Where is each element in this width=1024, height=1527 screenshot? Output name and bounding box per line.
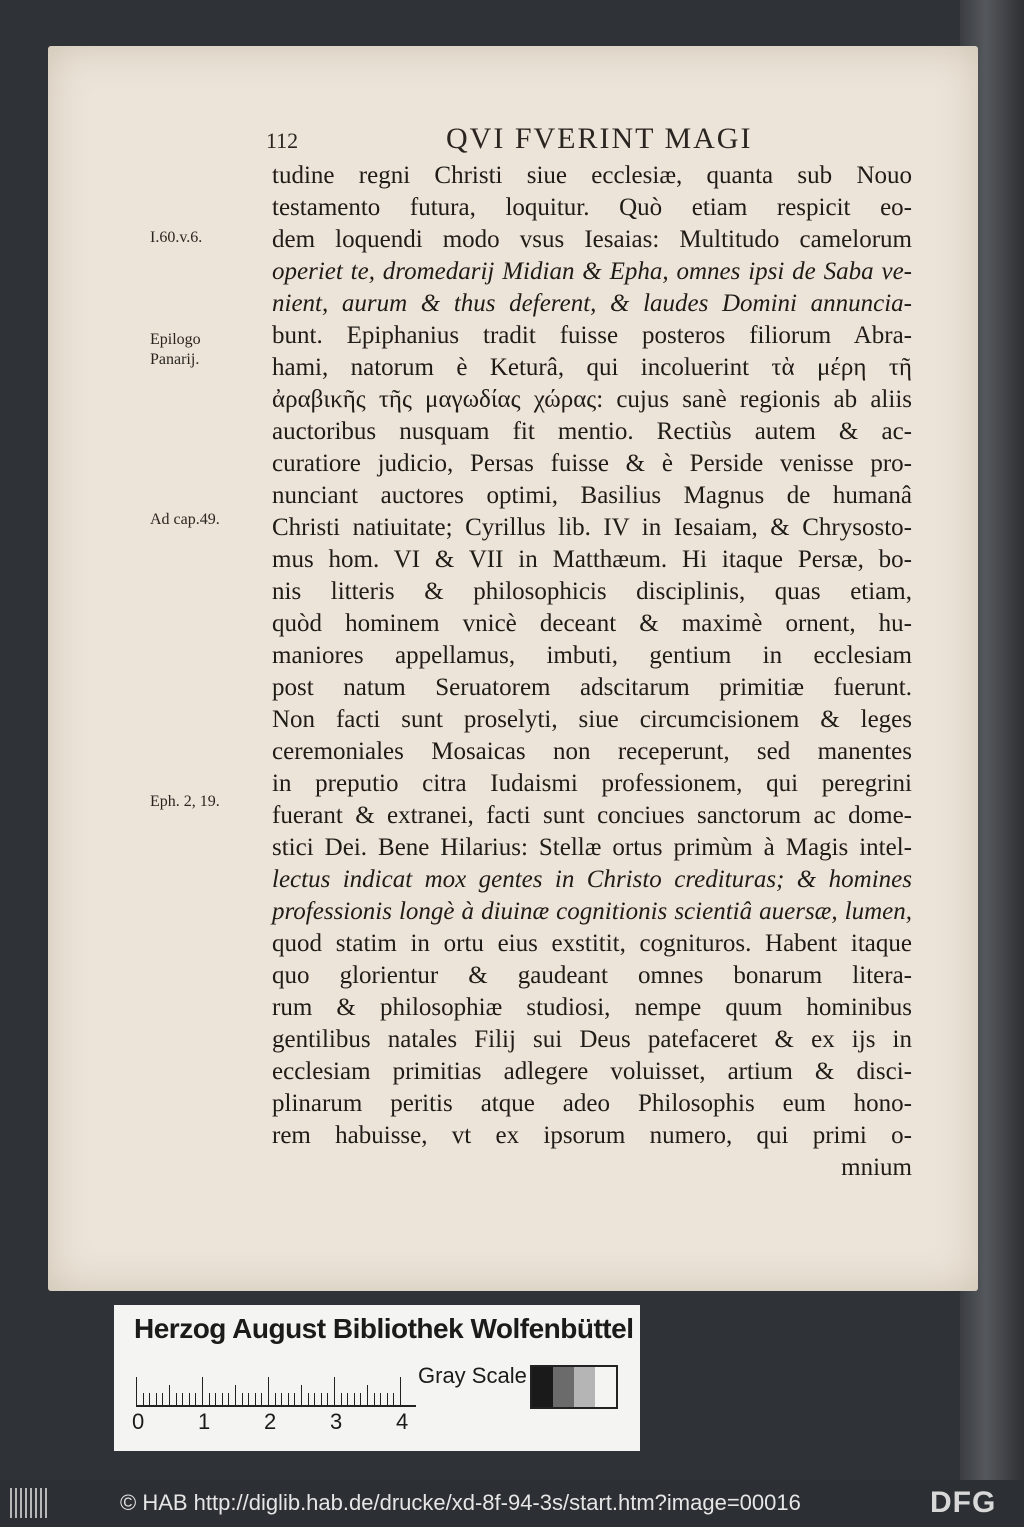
text-line: lectus indicat mox gentes in Christo credituras; & homines: [272, 866, 912, 893]
text-line: operiet te, dromedarij Midian & Epha, omnes ipsi de Saba ve-: [272, 258, 912, 285]
text-line: rum & philosophiæ studiosi, nempe quum hominibus: [272, 994, 912, 1021]
ruler-tick: [149, 1393, 150, 1405]
ruler-tick: [215, 1393, 216, 1405]
catchword: mnium: [841, 1154, 912, 1181]
ruler-label: 1: [198, 1409, 211, 1434]
text-line: quo glorientur & gaudeant omnes bonarum litera-: [272, 962, 912, 989]
copyright-url[interactable]: © HAB http://diglib.hab.de/drucke/xd-8f-94-3s/start.htm?image=00016: [120, 1490, 801, 1515]
ruler-tick: [182, 1393, 183, 1405]
footer-bar: [0, 1480, 1024, 1527]
ruler-tick: [228, 1393, 229, 1405]
ruler-tick: [347, 1393, 348, 1405]
ruler-tick: [162, 1393, 163, 1405]
hab-logo-icon: [10, 1488, 50, 1518]
ruler-tick: [209, 1393, 210, 1405]
text-line: quòd hominem vnicè deceant & maximè ornent, hu-: [272, 610, 912, 637]
page-number: 112: [266, 128, 299, 153]
ruler-tick: [367, 1385, 368, 1405]
gray-scale-label: Gray Scale: [418, 1363, 527, 1388]
ruler-tick: [308, 1393, 309, 1405]
ruler-tick: [156, 1393, 157, 1405]
text-line: nient, aurum & thus deferent, & laudes Domini annuncia-: [272, 290, 912, 317]
ruler-tick: [169, 1385, 170, 1405]
ruler-tick: [202, 1377, 203, 1405]
ruler-tick: [354, 1393, 355, 1405]
ruler-tick: [334, 1377, 335, 1405]
ruler-tick: [268, 1377, 269, 1405]
text-line: gentilibus natales Filij sui Deus patefaceret & ex ijs in: [272, 1026, 912, 1053]
margin-note: I.60.v.6.: [150, 229, 203, 246]
text-line: curatiore judicio, Persas fuisse & è Perside venisse pro-: [272, 450, 912, 477]
ruler-tick: [189, 1393, 190, 1405]
ruler-label: 2: [264, 1409, 277, 1434]
text-line: fuerant & extranei, facti sunt conciues sanctorum ac dome-: [272, 802, 912, 829]
text-line: rem habuisse, vt ex ipsorum numero, qui primi o-: [272, 1122, 912, 1149]
ruler-tick: [321, 1393, 322, 1405]
text-line: quod statim in ortu eius exstitit, cognituros. Habent itaque: [272, 930, 912, 957]
ruler-tick: [393, 1393, 394, 1405]
ruler-tick: [380, 1393, 381, 1405]
text-line: in preputio citra Iudaismi professionem, qui peregrini: [272, 770, 912, 797]
text-line: ἀραβικῆς τῆς μαγωδίας χώρας: cujus sanè regionis ab aliis: [272, 386, 912, 413]
ruler-tick: [341, 1393, 342, 1405]
text-line: Non facti sunt proselyti, siue circumcisionem & leges: [272, 706, 912, 733]
running-head: [266, 122, 906, 162]
text-line: maniores appellamus, imbuti, gentium in ecclesiam: [272, 642, 912, 669]
text-line: post natum Seruatorem adscitarum primitiæ fuerunt.: [272, 674, 912, 701]
ruler-tick: [301, 1385, 302, 1405]
ruler-tick: [387, 1393, 388, 1405]
text-line: professionis longè à diuinæ cognitionis scientiâ auersæ, lumen,: [272, 898, 912, 925]
text-line: dem loquendi modo vsus Iesaias: Multitudo camelorum: [272, 226, 912, 253]
text-line: bunt. Epiphanius tradit fuisse posteros filiorum Abra-: [272, 322, 912, 349]
text-line: auctoribus nusquam fit mentio. Rectiùs autem & ac-: [272, 418, 912, 445]
ruler-tick: [327, 1393, 328, 1405]
ruler-tick: [288, 1393, 289, 1405]
gray-swatch-white: [595, 1367, 616, 1407]
ruler-tick: [360, 1393, 361, 1405]
text-line: Christi natiuitate; Cyrillus lib. IV in Iesaiam, & Chrysosto-: [272, 514, 912, 541]
scale-ruler: [136, 1375, 416, 1407]
gray-scale-swatches: [530, 1365, 618, 1409]
text-line: mus hom. VI & VII in Matthæum. Hi itaque Persæ, bo-: [272, 546, 912, 573]
ruler-tick: [255, 1393, 256, 1405]
ruler-tick: [242, 1393, 243, 1405]
ruler-tick: [143, 1393, 144, 1405]
text-line: ecclesiam primitias adlegere voluisset, artium & disci-: [272, 1058, 912, 1085]
margin-note: Ad cap.49.: [150, 511, 220, 528]
ruler-tick: [374, 1393, 375, 1405]
ruler-tick: [281, 1393, 282, 1405]
margin-note: Eph. 2, 19.: [150, 793, 220, 810]
margin-note: Epilogo Panarij.: [150, 331, 201, 368]
gray-swatch-black: [532, 1367, 553, 1407]
ruler-tick: [294, 1393, 295, 1405]
text-line: plinarum peritis atque adeo Philosophis eum hono-: [272, 1090, 912, 1117]
text-line: ceremoniales Mosaicas non receperunt, sed manentes: [272, 738, 912, 765]
color-calibration-card: [114, 1305, 640, 1451]
ruler-label: 3: [330, 1409, 343, 1434]
text-line: stici Dei. Bene Hilarius: Stellæ ortus primùm à Magis intel-: [272, 834, 912, 861]
gray-swatch-light: [574, 1367, 595, 1407]
ruler-tick: [176, 1393, 177, 1405]
ruler-tick: [136, 1377, 137, 1405]
text-line: testamento futura, loquitur. Quò etiam respicit eo-: [272, 194, 912, 221]
ruler-tick: [248, 1393, 249, 1405]
dfg-logo: DFG: [930, 1486, 997, 1519]
text-line: nunciant auctores optimi, Basilius Magnus de humanâ: [272, 482, 912, 509]
body-text: [272, 160, 912, 1184]
ruler-label: 0: [132, 1409, 145, 1434]
ruler-tick: [275, 1393, 276, 1405]
ruler-tick: [235, 1385, 236, 1405]
ruler-label: 4: [396, 1409, 409, 1434]
text-line: nis litteris & philosophicis disciplinis, quas etiam,: [272, 578, 912, 605]
gray-swatch-mid: [553, 1367, 574, 1407]
ruler-tick: [314, 1393, 315, 1405]
text-line: hami, natorum è Keturâ, qui incoluerint τὰ μέρη τῆ: [272, 354, 912, 381]
ruler-tick: [222, 1393, 223, 1405]
ruler-tick: [195, 1393, 196, 1405]
ruler-tick: [400, 1377, 401, 1405]
text-line: tudine regni Christi siue ecclesiæ, quanta sub Nouo: [272, 162, 912, 189]
library-name: Herzog August Bibliothek Wolfenbüttel: [134, 1313, 634, 1344]
running-head-title: QVI FVERINT MAGI: [446, 122, 753, 155]
ruler-tick: [261, 1393, 262, 1405]
